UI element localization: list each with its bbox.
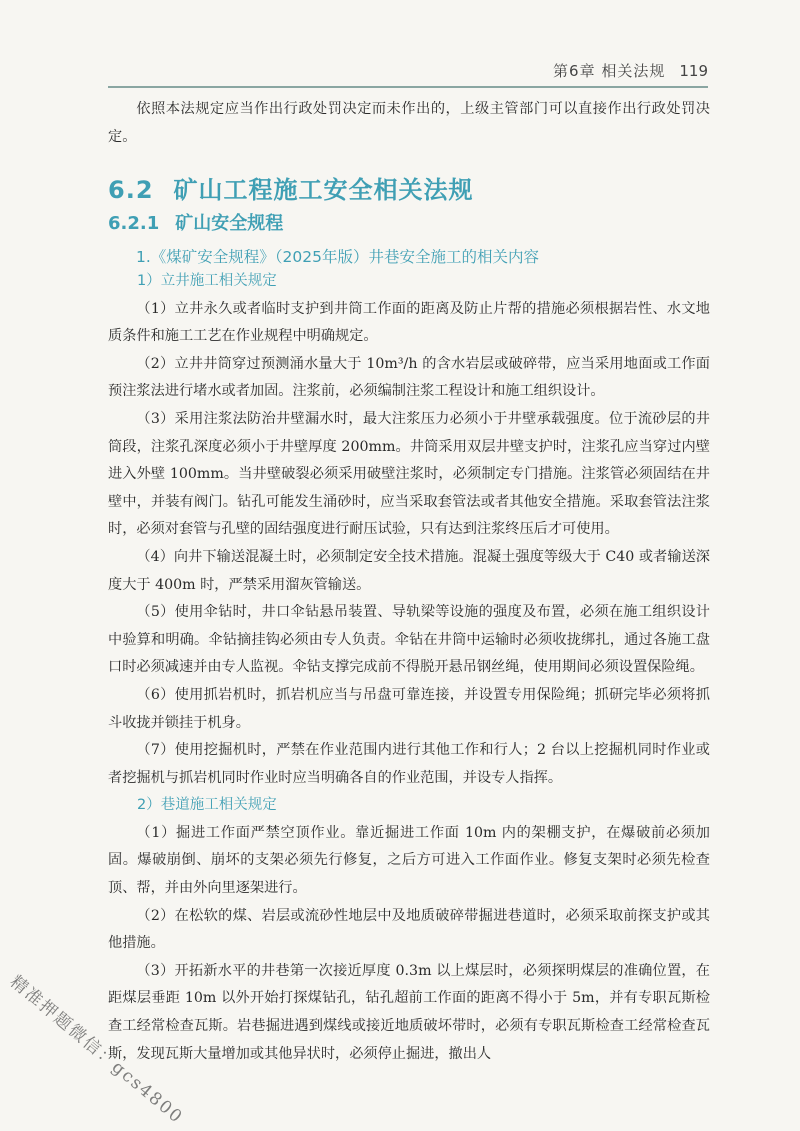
section-heading	[108, 170, 474, 205]
item-heading: 1.《煤矿安全规程》（2025年版）井巷安全施工的相关内容	[136, 248, 539, 266]
paragraph: （2）在松软的煤、岩层或流砂性地层中及地质破碎带掘进巷道时，必须采取前探支护或其他措施。	[108, 907, 710, 952]
intro-paragraph: 依照本法规定应当作出行政处罚决定而未作出的，上级主管部门可以直接作出行政处罚决定。	[108, 101, 710, 145]
header-text	[553, 60, 708, 81]
paragraph: （6）使用抓岩机时，抓岩机应当与吊盘可靠连接，并设置专用保险绳；抓研完毕必须将抓斗收拢并锁挂于机身。	[108, 686, 710, 731]
subsection-title: 矿山安全规程	[175, 213, 284, 234]
paragraph: （1）掘进工作面严禁空顶作业。靠近掘进工作面 10m 内的架棚支护，在爆破前必须加固。爆破崩倒、崩坏的支架必须先行修复，之后方可进入工作面作业。修复支架时必须先检查顶、帮，并由外向里逐架进行。	[108, 824, 710, 897]
page-number: 119	[679, 62, 708, 80]
subsection-number: 6.2.1	[108, 213, 160, 234]
paragraph: （3）开拓新水平的井巷第一次接近厚度 0.3m 以上煤层时，必须探明煤层的准确位置，在距煤层垂距 10m 以外开始打探煤钻孔，钻孔超前工作面的距离不得小于 5m，并有专职瓦斯检查工经常检查瓦斯。岩巷掘进遇到煤线或接近地质破坏带时，必须有专职瓦斯检查工经常检查瓦斯，发现瓦斯大量增加或其他异状时，必须停止掘进，撤出人	[108, 962, 710, 1062]
watermark: 精准押题微信：gcs4800	[5, 971, 187, 1129]
part2-heading: 2）巷道施工相关规定	[137, 797, 277, 814]
subsection-heading	[108, 209, 283, 235]
paragraph: （2）立井井筒穿过预测涌水量大于 10m³/h 的含水岩层或破碎带，应当采用地面或工作面预注浆法进行堵水或者加固。注浆前，必须编制注浆工程设计和施工组织设计。	[108, 355, 710, 400]
paragraph: （5）使用伞钻时，井口伞钻悬吊装置、导轨梁等设施的强度及布置，必须在施工组织设计中验算和明确。伞钻摘挂钩必须由专人负责。伞钻在井筒中运输时必须收拢绑扎，通过各施工盘口时必须减速并由专人监视。伞钻支撑完成前不得脱开悬吊钢丝绳，使用期间必须设置保险绳。	[108, 604, 710, 676]
paragraph: （1）立井永久或者临时支护到井筒工作面的距离及防止片帮的措施必须根据岩性、水文地质条件和施工工艺在作业规程中明确规定。	[108, 300, 710, 345]
main-body	[108, 268, 710, 1068]
paragraph: （7）使用挖掘机时，严禁在作业范围内进行其他工作和行人；2 台以上挖掘机同时作业或者挖掘机与抓岩机同时作业时应当明确各自的作业范围，并设专人指挥。	[108, 742, 710, 786]
section-number: 6.2	[108, 176, 154, 204]
intro-paragraph-block	[108, 96, 710, 151]
running-header	[108, 58, 708, 88]
paragraph: （3）采用注浆法防治井壁漏水时，最大注浆压力必须小于井壁承载强度。位于流砂层的井筒段，注浆孔深度必须小于井壁厚度 200mm。井筒采用双层井壁支护时，注浆孔应当穿过内壁进入外壁 100mm。当井壁破裂必须采用破壁注浆时，必须制定专门措施。注浆管必须固结在井壁中，并装有阀门。钻孔可能发生涌砂时，应当采取套管法或者其他安全措施。采取套管法注浆时，必须对套管与孔壁的固结强度进行耐压试验，只有达到注浆终压后才可使用。	[108, 410, 710, 538]
part1-heading: 1）立井施工相关规定	[137, 273, 277, 289]
section-title: 矿山工程施工安全相关法规	[173, 176, 474, 204]
paragraph: （4）向井下输送混凝土时，必须制定安全技术措施。混凝土强度等级大于 C40 或者输送深度大于 400m 时，严禁采用溜灰管输送。	[108, 548, 710, 593]
chapter-title: 第6章 相关法规	[553, 62, 666, 80]
